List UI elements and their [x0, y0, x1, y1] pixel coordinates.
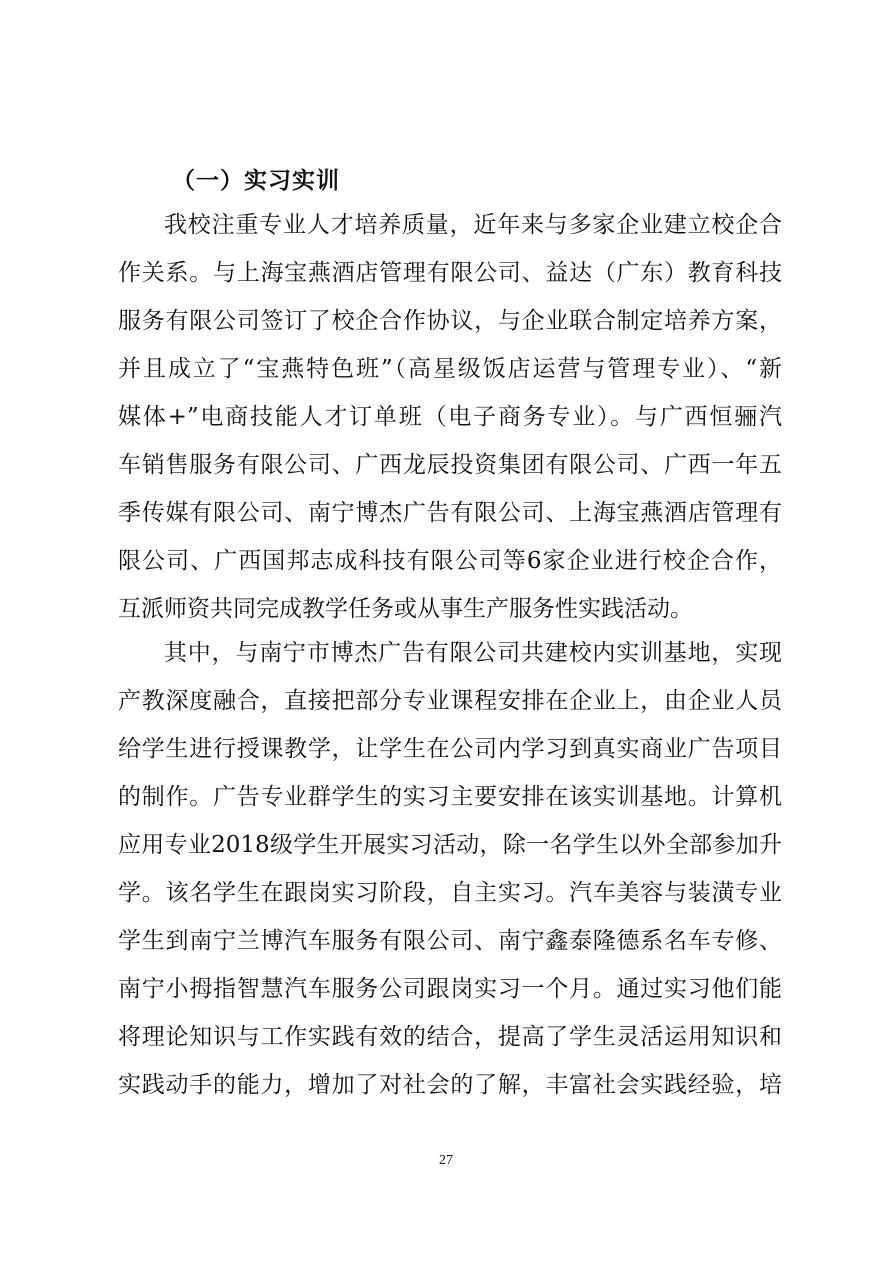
paragraph-1-line-5: 媒体+”电商技能人才订单班（电子商务专业）。与广西恒骊汽 — [118, 404, 782, 430]
paragraph-2-line-8: 南宁小拇指智慧汽车服务公司跟岗实习一个月。通过实习他们能 — [118, 976, 782, 1002]
paragraph-2-line-10: 实践动手的能力，增加了对社会的了解，丰富社会实践经验，培 — [118, 1072, 782, 1098]
section-heading: （一）实习实训 — [172, 168, 340, 194]
paragraph-2-line-2: 产教深度融合，直接把部分专业课程安排在企业上，由企业人员 — [118, 688, 782, 714]
paragraph-2-line-5: 应用专业2018级学生开展实习活动，除一名学生以外全部参加升 — [118, 832, 782, 858]
paragraph-2-line-4: 的制作。广告专业群学生的实习主要安排在该实训基地。计算机 — [118, 784, 782, 810]
paragraph-1-line-8: 限公司、广西国邦志成科技有限公司等6家企业进行校企合作， — [118, 548, 782, 574]
paragraph-2-line-7: 学生到南宁兰博汽车服务有限公司、南宁鑫泰隆德系名车专修、 — [118, 928, 782, 954]
paragraph-1-line-7: 季传媒有限公司、南宁博杰广告有限公司、上海宝燕酒店管理有 — [118, 500, 782, 526]
paragraph-2-line-9: 将理论知识与工作实践有效的结合，提高了学生灵活运用知识和 — [118, 1024, 782, 1050]
paragraph-1-line-4: 并且成立了“宝燕特色班”（高星级饭店运营与管理专业）、“新 — [118, 356, 782, 382]
page-number: 27 — [439, 1153, 453, 1168]
paragraph-1-line-2: 作关系。与上海宝燕酒店管理有限公司、益达（广东）教育科技 — [118, 260, 782, 286]
paragraph-2-line-6: 学。该名学生在跟岗实习阶段，自主实习。汽车美容与装潢专业 — [118, 880, 782, 906]
paragraph-1-line-6: 车销售服务有限公司、广西龙辰投资集团有限公司、广西一年五 — [118, 452, 782, 478]
paragraph-2-line-3: 给学生进行授课教学，让学生在公司内学习到真实商业广告项目 — [118, 736, 782, 762]
paragraph-1-line-3: 服务有限公司签订了校企合作协议，与企业联合制定培养方案， — [118, 308, 782, 334]
paragraph-2-line-1: 其中，与南宁市博杰广告有限公司共建校内实训基地，实现 — [164, 640, 782, 666]
paragraph-1-line-1: 我校注重专业人才培养质量，近年来与多家企业建立校企合 — [164, 212, 782, 238]
paragraph-1-line-9: 互派师资共同完成教学任务或从事生产服务性实践活动。 — [118, 596, 693, 622]
